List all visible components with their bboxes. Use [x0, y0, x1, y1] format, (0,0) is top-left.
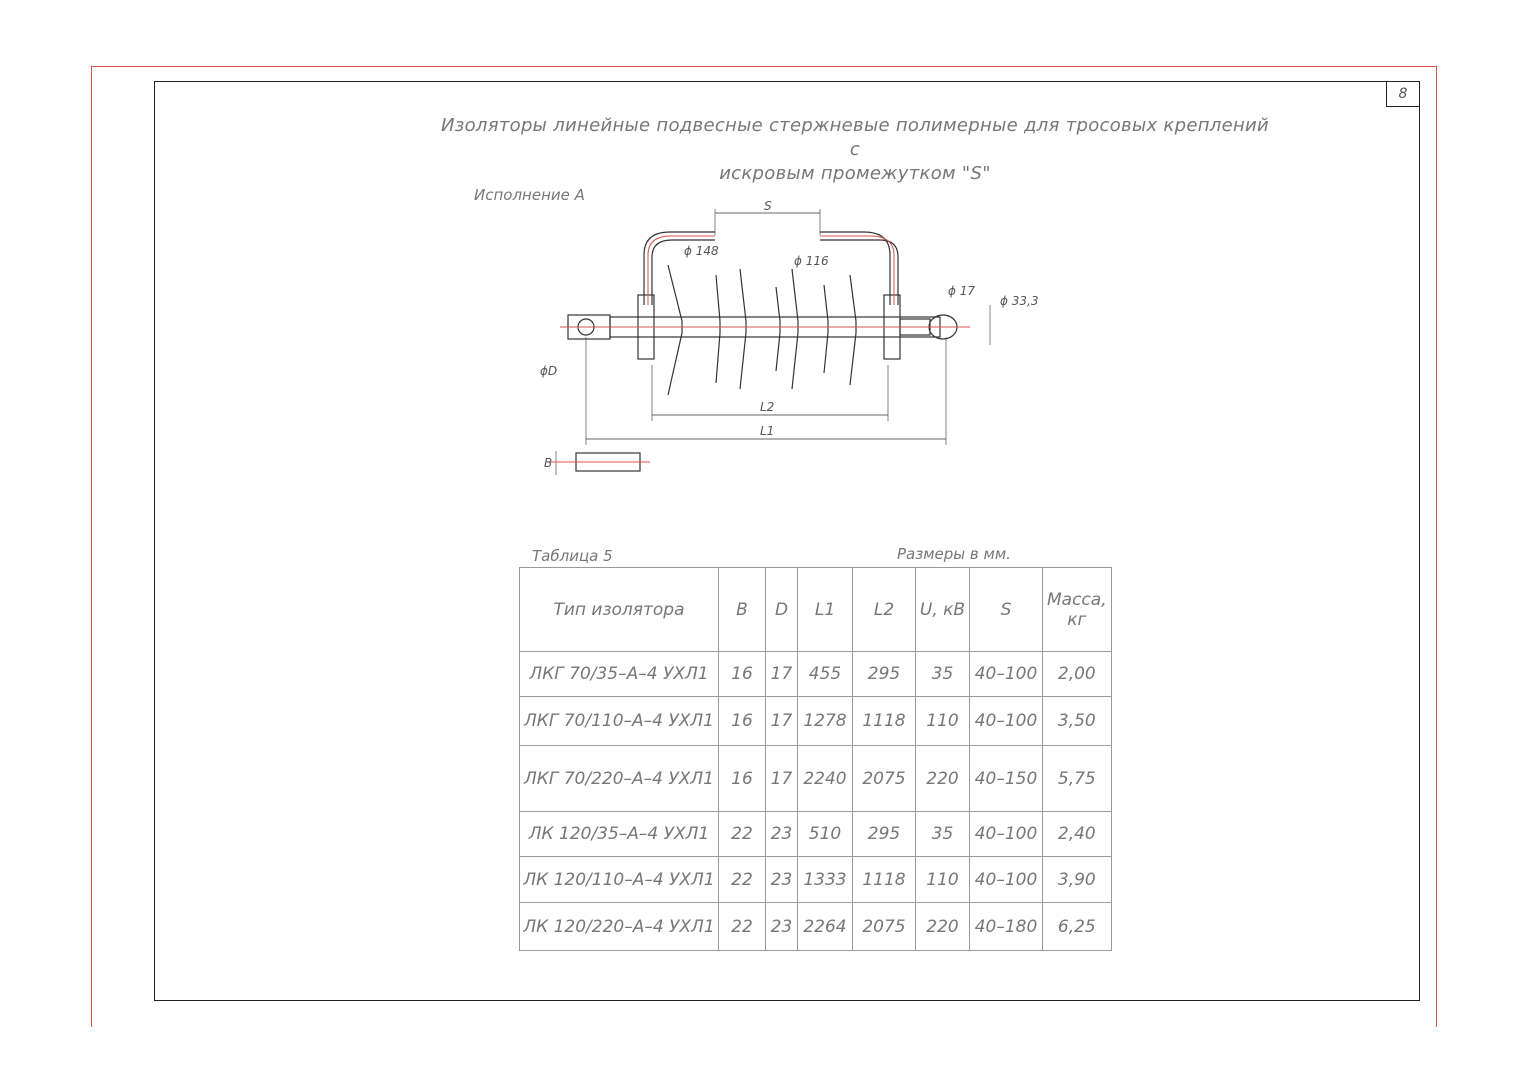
cell: ЛКГ 70/220–А–4 УХЛ1 — [520, 746, 719, 812]
cell: 5,75 — [1043, 746, 1112, 812]
cell: 16 — [719, 746, 766, 812]
label-d116: ϕ 116 — [794, 254, 829, 268]
insulator-sheds — [668, 265, 856, 395]
cell: 17 — [766, 697, 798, 746]
label-dd: ϕD — [540, 364, 558, 378]
label-d148: ϕ 148 — [684, 244, 719, 258]
cell: 110 — [916, 857, 970, 903]
cell: 3,90 — [1043, 857, 1112, 903]
cell: 295 — [853, 812, 916, 857]
cell: 16 — [719, 697, 766, 746]
cell: 3,50 — [1043, 697, 1112, 746]
cell: 16 — [719, 652, 766, 697]
variant-label: Исполнение А — [474, 186, 585, 204]
page-title — [440, 114, 1270, 186]
cell: 23 — [766, 857, 798, 903]
label-b: B — [544, 456, 553, 470]
cell: 2240 — [798, 746, 853, 812]
label-d17: ϕ 17 — [948, 284, 975, 298]
cell: ЛК 120/110–А–4 УХЛ1 — [520, 857, 719, 903]
cell: 40–100 — [970, 857, 1043, 903]
cell: 22 — [719, 857, 766, 903]
page-number: 8 — [1386, 82, 1419, 107]
cell: 23 — [766, 812, 798, 857]
cell: 17 — [766, 652, 798, 697]
header-mass: Масса, кг — [1043, 568, 1112, 652]
cell: 1118 — [853, 857, 916, 903]
header-l1: L1 — [798, 568, 853, 652]
cell: 40–100 — [970, 697, 1043, 746]
insulator-spec-table — [519, 567, 1112, 951]
cell: 22 — [719, 812, 766, 857]
cell: 2,40 — [1043, 812, 1112, 857]
cell: 2075 — [853, 903, 916, 951]
cell: ЛКГ 70/35–А–4 УХЛ1 — [520, 652, 719, 697]
header-type: Тип изолятора — [520, 568, 719, 652]
table-row — [520, 857, 1112, 903]
cell: 1333 — [798, 857, 853, 903]
left-arcing-horn — [644, 232, 715, 305]
cell: 17 — [766, 746, 798, 812]
label-l1: L1 — [760, 424, 775, 438]
cell: 2,00 — [1043, 652, 1112, 697]
cell: 40–100 — [970, 812, 1043, 857]
cell: 40–100 — [970, 652, 1043, 697]
cell: 510 — [798, 812, 853, 857]
right-arcing-horn — [820, 232, 890, 305]
label-d33: ϕ 33,3 — [1000, 294, 1039, 308]
table-header-row — [520, 568, 1112, 652]
table-row — [520, 746, 1112, 812]
table-units: Размеры в мм. — [897, 545, 1011, 563]
title-line-1: Изоляторы линейные подвесные стержневые полимерные для тросовых креплений с — [440, 115, 1270, 160]
table-row — [520, 903, 1112, 951]
cell: 295 — [853, 652, 916, 697]
label-l2: L2 — [760, 400, 775, 414]
label-s: S — [764, 199, 772, 213]
cell: ЛК 120/35–А–4 УХЛ1 — [520, 812, 719, 857]
table-row — [520, 697, 1112, 746]
cell: 2264 — [798, 903, 853, 951]
header-d: D — [766, 568, 798, 652]
cell: 1118 — [853, 697, 916, 746]
cell: ЛКГ 70/110–А–4 УХЛ1 — [520, 697, 719, 746]
cell: 40–150 — [970, 746, 1043, 812]
header-s: S — [970, 568, 1043, 652]
cell: 22 — [719, 903, 766, 951]
cell: 23 — [766, 903, 798, 951]
cell: 220 — [916, 903, 970, 951]
cell: 2075 — [853, 746, 916, 812]
header-b: B — [719, 568, 766, 652]
cell: ЛК 120/220–А–4 УХЛ1 — [520, 903, 719, 951]
table-row — [520, 652, 1112, 697]
cell: 220 — [916, 746, 970, 812]
table-caption: Таблица 5 — [532, 547, 613, 565]
header-l2: L2 — [853, 568, 916, 652]
cell: 110 — [916, 697, 970, 746]
cell: 1278 — [798, 697, 853, 746]
cell: 6,25 — [1043, 903, 1112, 951]
header-u: U, кВ — [916, 568, 970, 652]
cell: 35 — [916, 652, 970, 697]
table-row — [520, 812, 1112, 857]
insulator-drawing — [520, 195, 1060, 495]
cell: 40–180 — [970, 903, 1043, 951]
title-line-2: искровым промежутком "S" — [719, 163, 991, 184]
cell: 35 — [916, 812, 970, 857]
cell: 455 — [798, 652, 853, 697]
